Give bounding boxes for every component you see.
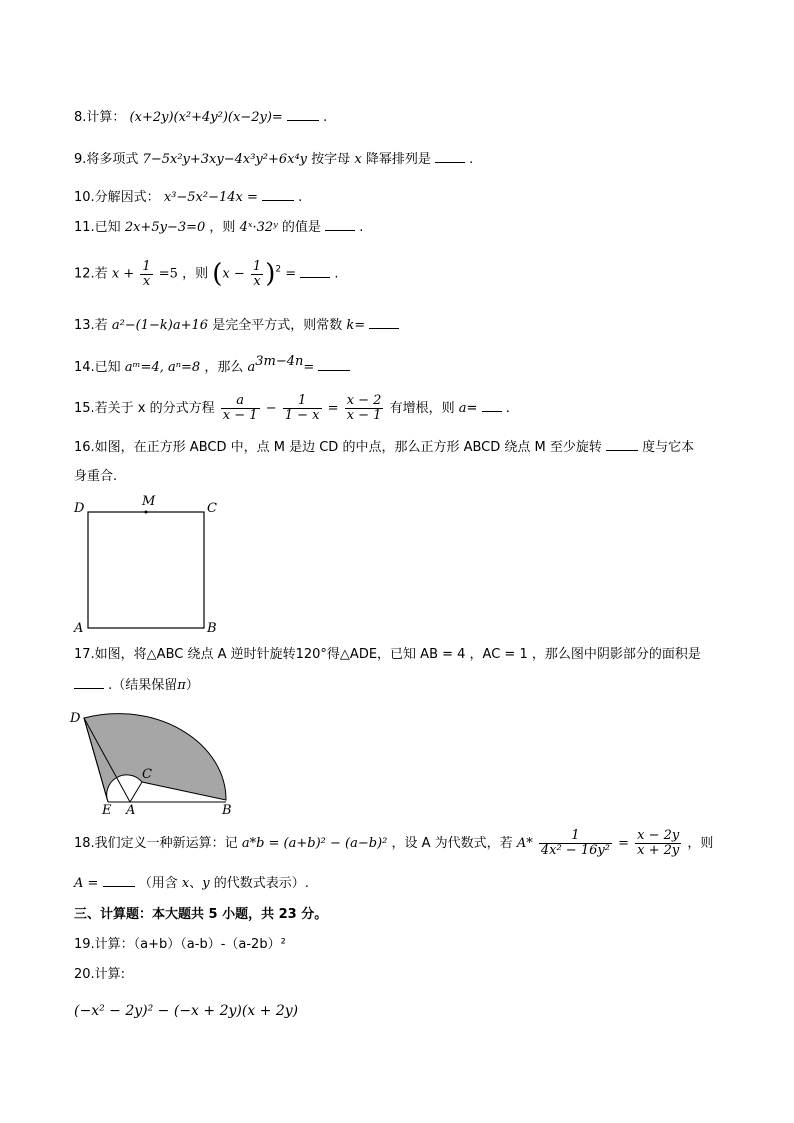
answer-blank[interactable] [482, 399, 502, 412]
question-17-line-2: .（结果保留π） [74, 676, 199, 695]
label-c: C [142, 767, 152, 782]
q15-fraction-2: $\frac{1}{1 - x}$ [284, 393, 320, 423]
question-8: 8.计算： (x+2y)(x²+4y²)(x−2y)= . [74, 110, 328, 125]
figure-rotation [64, 706, 244, 818]
answer-blank[interactable] [74, 676, 104, 689]
answer-blank[interactable] [369, 316, 399, 329]
question-10: 10.分解因式： x³−5x²−14x = . [74, 190, 303, 205]
question-9: 9.将多项式 7−5x²y+3xy−4x³y²+6x⁴y 按字母 x 降幂排列是 . [74, 152, 474, 167]
q14-condition: aᵐ=4, aⁿ=8 [124, 360, 201, 375]
q8-expression: (x+2y)(x²+4y²)(x−2y)= [129, 110, 283, 125]
label-a: A [126, 803, 136, 818]
q18-definition: a*b = (a+b)² − (a−b)² [241, 836, 388, 851]
label-c: C [207, 501, 217, 516]
label-m: M [142, 494, 156, 509]
label-d: D [74, 501, 85, 516]
question-13: 13.若 a²−(1−k)a+16 是完全平方式，则常数 k= [74, 316, 399, 335]
q10-expression: x³−5x²−14x = [163, 190, 258, 205]
question-16: 16.如图，在正方形 ABCD 中，点 M 是边 CD 的中点，那么正方形 ABCD 绕点 M 至少旋转 度与它本 [74, 440, 695, 455]
label-b: B [222, 803, 232, 818]
question-19: 19.计算：（a+b）（a-b）-（a-2b）² [74, 937, 286, 952]
q18-fraction-1: $\frac{1}{\text{4x² − 16y²}}$ [540, 828, 610, 858]
question-18: 18.我们定义一种新运算：记 a*b = (a+b)² − (a−b)² ，设 A 为代数式，若 A* $\frac{1}{\text{4x² − 16y²}}$ = $\frac{x - 2y}{x + 2y}$ ，则 [74, 828, 714, 858]
question-12: 12.若 x + $\frac{1}{x}$ =5 ，则 (x − $\frac{1}{x}$ )$^2$ = . [74, 258, 339, 289]
figure-square [70, 490, 230, 640]
q12-fraction-2: $\frac{1}{x}$ [252, 258, 262, 289]
question-20: 20.计算: [74, 967, 126, 982]
q11-condition: 2x+5y−3=0 [124, 220, 206, 235]
question-14: 14.已知 aᵐ=4, aⁿ=8 ，那么 $a^{3m-4n}=$ [74, 358, 350, 377]
q12-fraction: $\frac{1}{x}$ [142, 258, 151, 289]
q15-fraction-3: $\frac{x - 2}{x - 1}$ [346, 393, 382, 423]
answer-blank[interactable] [103, 874, 135, 887]
question-16-line-2: 身重合. [74, 469, 118, 484]
answer-blank[interactable] [318, 358, 350, 371]
label-a: A [74, 621, 84, 636]
question-11: 11.已知 2x+5y−3=0 ，则 4ˣ·32ʸ 的值是 . [74, 220, 364, 235]
q11-expression: 4ˣ·32ʸ [239, 220, 278, 235]
answer-blank[interactable] [325, 218, 355, 231]
question-18-line-2: A = （用含 x、y 的代数式表示）. [74, 876, 309, 891]
q13-expression: a²−(1−k)a+16 [111, 318, 209, 333]
label-e: E [102, 803, 112, 818]
question-15: 15.若关于 x 的分式方程 $\frac{a}{x - 1}$ − $\frac{1}{1 - x}$ = $\frac{x - 2}{x - 1}$ 有增根，则 a= . [74, 393, 510, 423]
answer-blank[interactable] [435, 150, 465, 163]
q9-polynomial: 7−5x²y+3xy−4x³y²+6x⁴y [142, 152, 308, 167]
label-d: D [70, 711, 81, 726]
answer-blank[interactable] [262, 188, 294, 201]
q18-fraction-2: $\frac{x - 2y}{x + 2y}$ [637, 828, 680, 858]
q20-expression: (−x² − 2y)² − (−x + 2y)(x + 2y) [74, 1003, 299, 1019]
label-b: B [207, 621, 217, 636]
q15-fraction-1: $\frac{a}{x - 1}$ [222, 393, 258, 423]
answer-blank[interactable] [606, 438, 638, 451]
square-abcd [88, 512, 204, 628]
question-17: 17.如图，将△ABC 绕点 A 逆时针旋转120°得△ADE，已知 AB = 4 ，AC = 1 ，那么图中阴影部分的面积是 [74, 647, 701, 662]
answer-blank[interactable] [287, 108, 319, 121]
midpoint-m [145, 511, 148, 514]
section-heading: 三、计算题：本大题共 5 小题，共 23 分。 [74, 907, 328, 922]
segment-ac [130, 782, 142, 802]
answer-blank[interactable] [300, 265, 330, 278]
